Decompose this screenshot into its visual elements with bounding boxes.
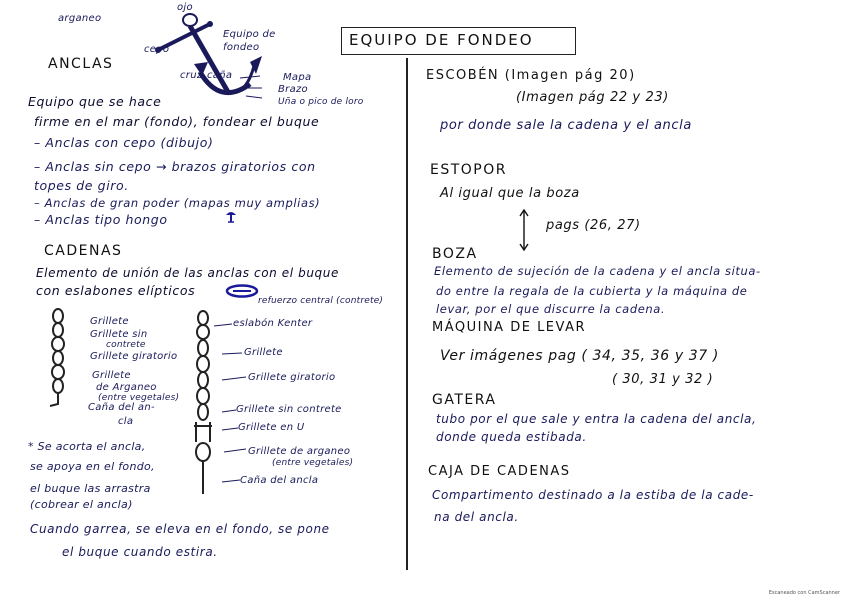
boza-line-3: levar, por el que discurre la cadena. xyxy=(436,302,666,316)
maquina-line-1: Ver imágenes pag ( 34, 35, 36 y 37 ) xyxy=(440,348,719,364)
label-ojo: ojo xyxy=(177,2,193,13)
chain-link-icon xyxy=(225,284,259,298)
anclas-item-3: topes de giro. xyxy=(34,178,129,193)
gatera-heading: GATERA xyxy=(432,392,497,408)
anclas-item-5: – Anclas tipo hongo xyxy=(34,212,168,227)
chain-right-7: (entre vegetales) xyxy=(272,458,354,468)
note-3: el buque las arrastra xyxy=(30,482,151,495)
chain-drawing-left xyxy=(38,308,88,408)
estopor-heading: ESTOPOR xyxy=(430,162,507,178)
cadenas-heading: CADENAS xyxy=(44,243,123,259)
chain-right-1: eslabón Kenter xyxy=(233,318,313,329)
label-arganeo: arganeo xyxy=(58,13,102,24)
chain-right-8: Caña del ancla xyxy=(240,475,319,486)
note-2: se apoya en el fondo, xyxy=(30,460,155,473)
caja-heading: CAJA DE CADENAS xyxy=(428,464,571,479)
label-brazo: Brazo xyxy=(278,84,308,95)
chain-left-2: Grillete sin xyxy=(90,329,148,340)
chain-left-4: Grillete giratorio xyxy=(90,351,178,362)
boza-line-1: Elemento de sujeción de la cadena y el ancla situa- xyxy=(434,264,761,278)
caja-line-2: na del ancla. xyxy=(434,510,519,524)
escoben-sub: (Imagen pág 22 y 23) xyxy=(516,90,669,105)
note-1: * Se acorta el ancla, xyxy=(28,440,146,453)
anclas-def-1: Equipo que se hace xyxy=(28,94,162,109)
chain-left-1: Grillete xyxy=(90,316,129,327)
anclas-heading: ANCLAS xyxy=(48,56,114,72)
chain-right-5: Grillete en U xyxy=(238,422,305,433)
escoben-text: por donde sale la cadena y el ancla xyxy=(440,118,692,133)
chain-left-5: Grillete xyxy=(92,370,131,381)
maquina-heading: MÁQUINA DE LEVAR xyxy=(432,320,587,335)
chain-right-2: Grillete xyxy=(244,347,283,358)
anclas-item-4: – Anclas de gran poder (mapas muy amplias) xyxy=(34,196,321,210)
boza-heading: BOZA xyxy=(432,246,478,262)
chain-left-8: Caña del an- xyxy=(88,402,155,413)
label-equipo-fondeo xyxy=(223,28,313,54)
gatera-line-1: tubo por el que sale y entra la cadena del ancla, xyxy=(436,412,757,426)
maquina-line-2: ( 30, 31 y 32 ) xyxy=(612,372,714,387)
chain-left-3: contrete xyxy=(106,340,146,350)
chain-left-6: de Arganeo xyxy=(96,382,157,393)
label-uñas: Uña o pico de loro xyxy=(278,97,364,107)
cadenas-def-2: con eslabones elípticos xyxy=(36,283,196,298)
note-6: el buque cuando estira. xyxy=(62,545,218,559)
chain-right-6: Grillete de arganeo xyxy=(248,446,351,457)
scanner-watermark: Escaneado con CamScanner xyxy=(768,590,840,596)
label-mapa: Mapa xyxy=(283,72,312,83)
chain-right-4: Grillete sin contrete xyxy=(236,404,342,415)
column-divider xyxy=(406,58,408,570)
gatera-line-2: donde queda estibada. xyxy=(436,430,587,444)
anchor-drawing xyxy=(150,6,270,116)
anclas-item-2: – Anclas sin cepo → brazos giratorios con xyxy=(34,159,316,174)
chain-left-7: (entre vegetales) xyxy=(98,393,180,403)
boza-line-2: do entre la regala de la cubierta y la máquina de xyxy=(436,284,748,298)
mushroom-anchor-icon xyxy=(224,209,238,223)
double-arrow-icon xyxy=(518,208,530,252)
estopor-text: Al igual que la boza xyxy=(440,186,580,201)
chain-left-9: cla xyxy=(118,416,134,427)
label-cruz: cruz xyxy=(180,70,203,81)
note-5: Cuando garrea, se eleva en el fondo, se pone xyxy=(30,522,330,536)
refuerzo-label: refuerzo central (contrete) xyxy=(258,296,384,306)
escoben-heading: ESCOBÉN (Imagen pág 20) xyxy=(426,68,636,83)
anclas-def-2: firme en el mar (fondo), fondear el buque xyxy=(34,114,320,129)
anclas-item-1: – Anclas con cepo (dibujo) xyxy=(34,135,214,150)
label-caña: caña xyxy=(207,70,233,81)
label-equipo-fondeo-text: Equipo de fondeo xyxy=(223,29,276,53)
cadenas-def-1: Elemento de unión de las anclas con el buque xyxy=(36,266,339,280)
label-cepo: cepo xyxy=(144,44,170,55)
chain-right-arrows xyxy=(206,318,246,488)
caja-line-1: Compartimento destinado a la estiba de la cade- xyxy=(432,488,754,502)
page-title: EQUIPO DE FONDEO xyxy=(349,31,534,49)
estopor-pags: pags (26, 27) xyxy=(546,218,641,233)
note-4: (cobrear el ancla) xyxy=(30,498,133,511)
chain-right-3: Grillete giratorio xyxy=(248,372,336,383)
